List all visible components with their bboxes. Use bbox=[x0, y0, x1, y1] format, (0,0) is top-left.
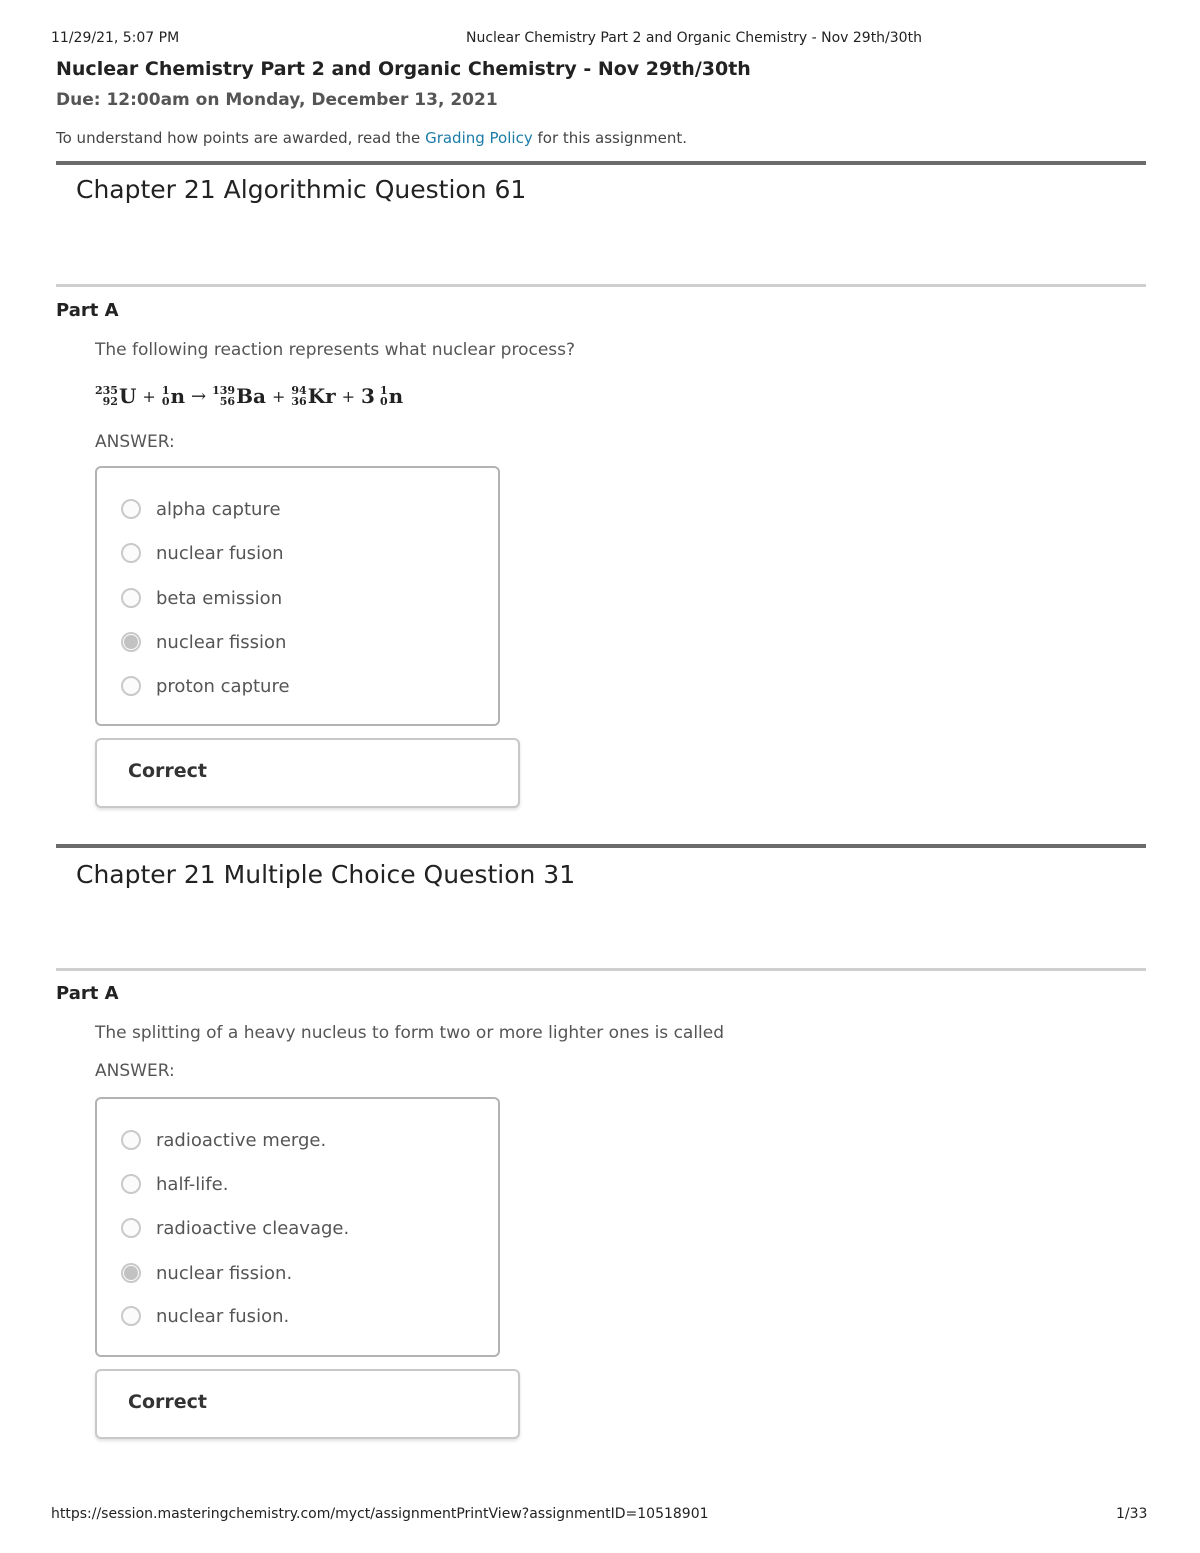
answer-choice[interactable] bbox=[121, 1128, 326, 1152]
answer-choice[interactable] bbox=[121, 586, 282, 610]
answer-choices-box bbox=[95, 1097, 500, 1357]
atomic-number: 92 bbox=[102, 395, 118, 408]
question-prompt: The following reaction represents what nuclear process? bbox=[95, 340, 576, 360]
print-url: https://session.masteringchemistry.com/myct/assignmentPrintView?assignmentID=10518901 bbox=[51, 1506, 709, 1522]
question-title: Chapter 21 Algorithmic Question 61 bbox=[76, 175, 527, 204]
result-status: Correct bbox=[128, 760, 207, 782]
assignment-title: Nuclear Chemistry Part 2 and Organic Chemistry - Nov 29th/30th bbox=[56, 58, 751, 80]
radio-button[interactable] bbox=[121, 1306, 141, 1326]
radio-button[interactable] bbox=[121, 543, 141, 563]
radio-button[interactable] bbox=[121, 1174, 141, 1194]
answer-choices-box bbox=[95, 466, 500, 726]
plus-sign: + bbox=[142, 386, 156, 406]
reaction-arrow: → bbox=[191, 385, 207, 407]
element-symbol: Kr bbox=[307, 384, 336, 408]
choice-label: radioactive merge. bbox=[156, 1129, 327, 1151]
question-divider bbox=[56, 844, 1146, 848]
answer-choice[interactable] bbox=[121, 497, 281, 521]
choice-label: nuclear fusion. bbox=[156, 1305, 290, 1327]
mass-number: 1 bbox=[161, 384, 170, 397]
grading-policy-prefix: To understand how points are awarded, read the bbox=[56, 129, 421, 147]
print-datetime: 11/29/21, 5:07 PM bbox=[51, 30, 180, 46]
answer-label: ANSWER: bbox=[95, 432, 175, 452]
choice-label: beta emission bbox=[156, 587, 283, 609]
print-page-number: 1/33 bbox=[1116, 1506, 1148, 1522]
radio-button[interactable] bbox=[121, 676, 141, 696]
part-label: Part A bbox=[56, 983, 119, 1004]
element-symbol: Ba bbox=[236, 384, 266, 408]
answer-choice[interactable] bbox=[121, 1172, 228, 1196]
mass-number: 235 bbox=[95, 384, 118, 397]
isotope-neutron bbox=[162, 384, 185, 408]
choice-label: alpha capture bbox=[156, 498, 281, 520]
isotope-uranium bbox=[95, 384, 136, 408]
choice-label: nuclear fission. bbox=[156, 1262, 293, 1284]
answer-choice[interactable] bbox=[121, 630, 286, 654]
part-divider bbox=[56, 284, 1146, 287]
answer-label: ANSWER: bbox=[95, 1061, 175, 1081]
radio-button[interactable] bbox=[121, 1218, 141, 1238]
isotope-barium bbox=[212, 384, 266, 408]
mass-number: 1 bbox=[379, 384, 388, 397]
isotope-neutron bbox=[380, 384, 403, 408]
atomic-number: 0 bbox=[161, 395, 170, 408]
mass-number: 139 bbox=[212, 384, 236, 397]
mass-number: 94 bbox=[291, 384, 307, 397]
part-label: Part A bbox=[56, 300, 119, 321]
choice-label: half-life. bbox=[156, 1173, 229, 1195]
answer-choice[interactable] bbox=[121, 1261, 292, 1285]
answer-choice[interactable] bbox=[121, 1216, 349, 1240]
choice-label: nuclear fission bbox=[156, 631, 287, 653]
grading-policy-suffix: for this assignment. bbox=[537, 129, 688, 147]
choice-label: radioactive cleavage. bbox=[156, 1217, 350, 1239]
choice-label: proton capture bbox=[156, 675, 290, 697]
radio-button[interactable] bbox=[121, 1130, 141, 1150]
element-symbol: U bbox=[118, 384, 137, 408]
element-symbol: n bbox=[170, 384, 186, 408]
grading-policy-note bbox=[56, 129, 687, 147]
radio-button[interactable] bbox=[121, 588, 141, 608]
radio-button-selected[interactable] bbox=[121, 632, 141, 652]
answer-choice[interactable] bbox=[121, 541, 284, 565]
question-prompt: The splitting of a heavy nucleus to form two or more lighter ones is called bbox=[95, 1023, 725, 1043]
question-divider bbox=[56, 161, 1146, 165]
plus-sign: + bbox=[271, 386, 286, 406]
result-status: Correct bbox=[128, 1391, 207, 1413]
question-title: Chapter 21 Multiple Choice Question 31 bbox=[76, 860, 576, 889]
nuclear-reaction-equation bbox=[95, 384, 403, 408]
answer-choice[interactable] bbox=[121, 1304, 289, 1328]
result-feedback-box bbox=[95, 1369, 520, 1439]
isotope-krypton bbox=[291, 384, 335, 408]
atomic-number: 0 bbox=[379, 395, 388, 408]
part-divider bbox=[56, 968, 1146, 971]
neutron-coefficient: 3 bbox=[361, 384, 375, 408]
radio-button-selected[interactable] bbox=[121, 1263, 141, 1283]
radio-button[interactable] bbox=[121, 499, 141, 519]
print-page-title: Nuclear Chemistry Part 2 and Organic Chemistry - Nov 29th/30th bbox=[466, 30, 922, 46]
answer-choice[interactable] bbox=[121, 674, 290, 698]
atomic-number: 36 bbox=[291, 395, 307, 408]
atomic-number: 56 bbox=[219, 395, 236, 408]
result-feedback-box bbox=[95, 738, 520, 808]
assignment-due-date: Due: 12:00am on Monday, December 13, 2021 bbox=[56, 90, 498, 110]
grading-policy-link[interactable]: Grading Policy bbox=[425, 129, 533, 147]
element-symbol: n bbox=[388, 384, 404, 408]
choice-label: nuclear fusion bbox=[156, 542, 284, 564]
plus-sign: + bbox=[341, 386, 356, 406]
